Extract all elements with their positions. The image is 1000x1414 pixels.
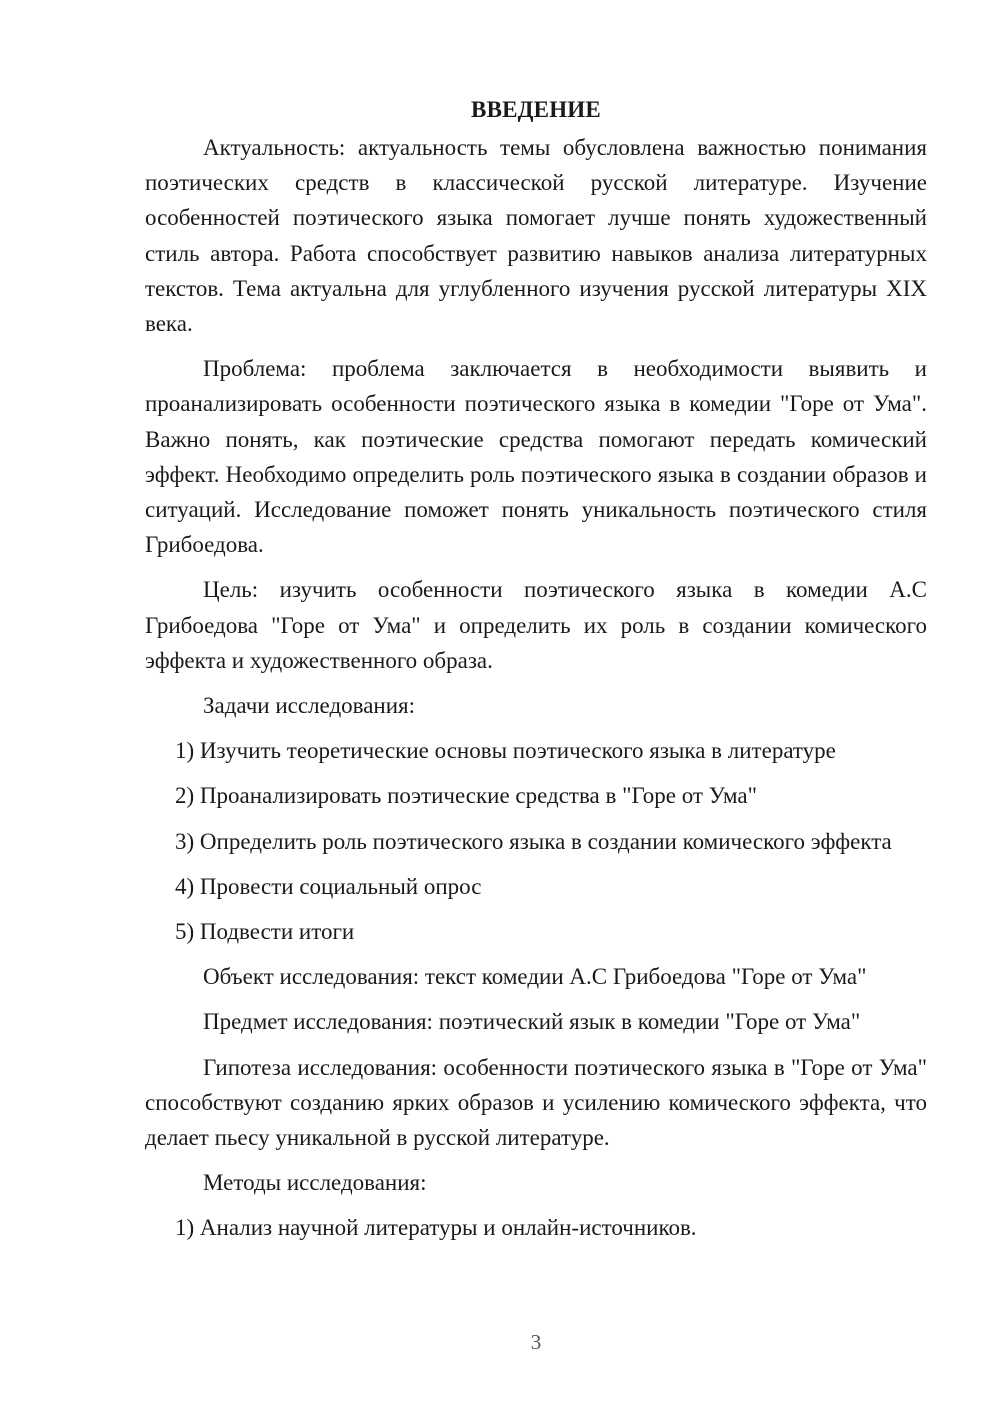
object-paragraph: Объект исследования: текст комедии А.С Грибоедова "Горе от Ума" (203, 964, 867, 990)
hypothesis-paragraph: Гипотеза исследования: особенности поэтического языка в "Горе от Ума" способствуют созданию ярких образов и усилению комического эффекта, что делает пьесу уникальной в русской литературе. (145, 1054, 927, 1151)
task-item: 1) Изучить теоретические основы поэтического языка в литературе (175, 738, 836, 764)
task-item: 3) Определить роль поэтического языка в создании комического эффекта (175, 828, 892, 854)
relevance-paragraph: Актуальность: актуальность темы обусловлена важностью понимания поэтических средств в классической русской литературе. Изучение особенностей поэтического языка помогает лучше понять художественный стиль автора. Работа способствует развитию навыков анализа литературных текстов. Тема актуальна для углубленного изучения русской литературы XIX века. (145, 135, 927, 337)
method-item: 1) Анализ научной литературы и онлайн-источников. (175, 1215, 697, 1241)
subject-paragraph: Предмет исследования: поэтический язык в комедии "Горе от Ума" (203, 1009, 861, 1035)
task-item: 4) Провести социальный опрос (175, 873, 482, 899)
task-item: 5) Подвести итоги (175, 919, 355, 945)
tasks-heading: Задачи исследования: (203, 693, 416, 719)
problem-paragraph: Проблема: проблема заключается в необходимости выявить и проанализировать особенности поэтического языка в комедии "Горе от Ума". Важно понять, как поэтические средства помогают передать комический эффект. Необходимо определить роль поэтического языка в создании образов и ситуаций. Исследование поможет понять уникальность поэтического стиля Грибоедова. (145, 356, 927, 558)
section-title: ВВЕДЕНИЕ (471, 97, 601, 122)
page-number: 3 (530, 1330, 542, 1354)
task-item: 2) Проанализировать поэтические средства в "Горе от Ума" (175, 783, 757, 809)
goal-paragraph: Цель: изучить особенности поэтического языка в комедии А.С Грибоедова "Горе от Ума" и определить их роль в создании комического эффекта и художественного образа. (145, 577, 927, 673)
document-page (145, 92, 927, 1246)
methods-heading: Методы исследования: (203, 1170, 427, 1196)
